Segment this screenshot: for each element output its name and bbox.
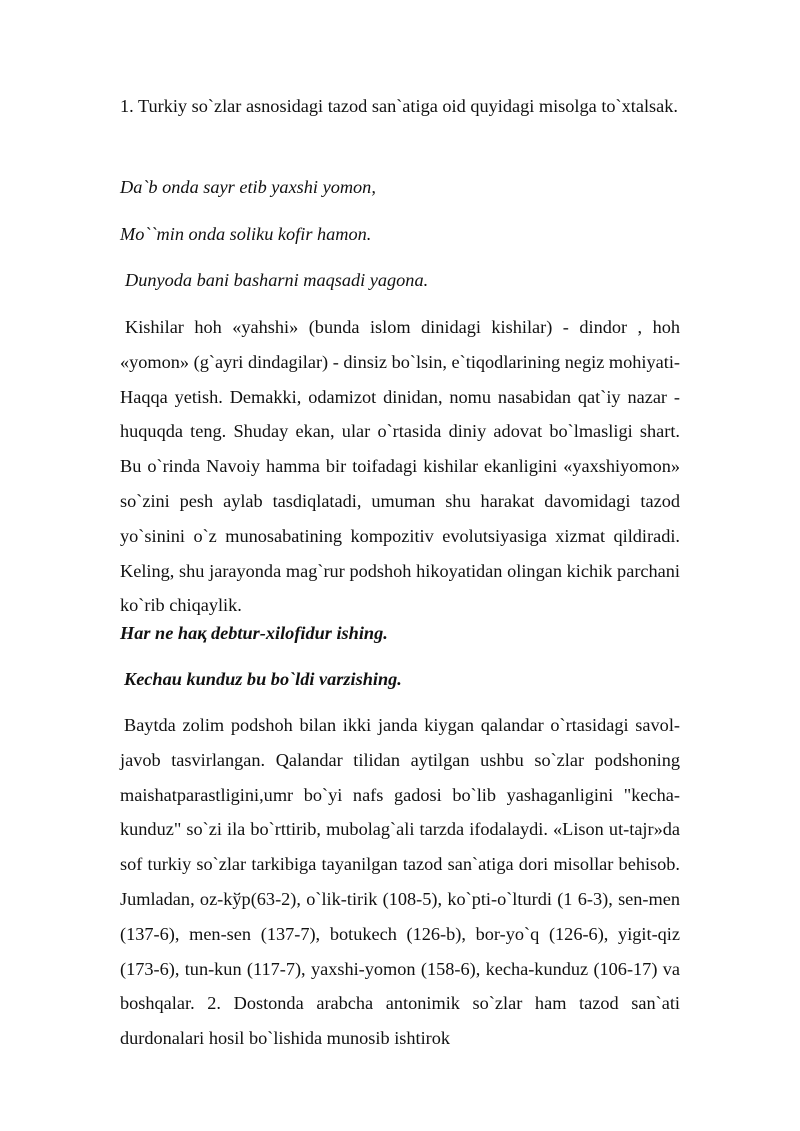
verse-line-4: Har ne haқ debtur-xilofidur ishing. <box>120 623 388 643</box>
verse-line-1: Da`b onda sayr etib yaxshi yomon, <box>120 177 376 197</box>
paragraph-intro: 1. Turkiy so`zlar asnosidagi tazod san`atiga oid quyidagi misolga to`xtalsak. <box>120 96 678 116</box>
verse-line-3: Dunyoda bani basharni maqsadi yagona. <box>125 270 429 290</box>
verse-line-5: Kechau kunduz bu bo`ldi varzishing. <box>124 669 402 689</box>
paragraph-commentary-2: Baytda zolim podshoh bilan ikki janda kiygan qalandar o`rtasidagi savol-javob tasvirlangan. Qalandar tilidan aytilgan ushbu so`zlar podshoning maishatparastligini,umr bo`yi nafs gadosi bo`lib yashaganligini "kecha-kunduz" so`zi ila bo`rttirib, mubolag`ali tarzda ifodalaydi. «Lison ut-tajr»da sof turkiy so`zlar tarkibiga tayanilgan tazod san`atiga dori misollar behisob. Jumladan, oz-kўp(63-2), o`lik-tirik (108-5), ko`pti-o`lturdi (1 6-3), sen-men (137-6), men-sen (137-7), botukech (126-b), bor-yo`q (126-6), yigit-qiz (173-6), tun-kun (117-7), yaxshi-yomon (158-6), kecha-kunduz (106-17) va boshqalar. 2. Dostonda arabcha antonimik so`zlar ham tazod san`ati durdonalari hosil bo`lishida munosib ishtirok <box>120 715 680 1049</box>
paragraph-commentary-1: Kishilar hoh «yahshi» (bunda islom dinidagi kishilar) - dindor , hoh «yomon» (g`ayri dindagilar) - dinsiz bo`lsin, e`tiqodlarining negiz mohiyati- Haqqa yetish. Demakki, odamizot dinidan, nomu nasabidan qat`iy nazar - huquqda teng. Shuday ekan, ular o`rtasida diniy adovat bo`lmasligi shart. Bu o`rinda Navoiy hamma bir toifadagi kishilar ekanligini «yaxshiyomon» so`zini pesh aylab tasdiqlatadi, umuman shu harakat davomidagi tazod yo`sinini o`z munosabatining kompozitiv evolutsiyasiga xizmat qildiradi. Keling, shu jarayonda mag`rur podshoh hikoyatidan olingan kichik parchani ko`rib chiqaylik. <box>120 317 680 616</box>
verse-line-2: Mo``min onda soliku kofir hamon. <box>120 224 372 244</box>
